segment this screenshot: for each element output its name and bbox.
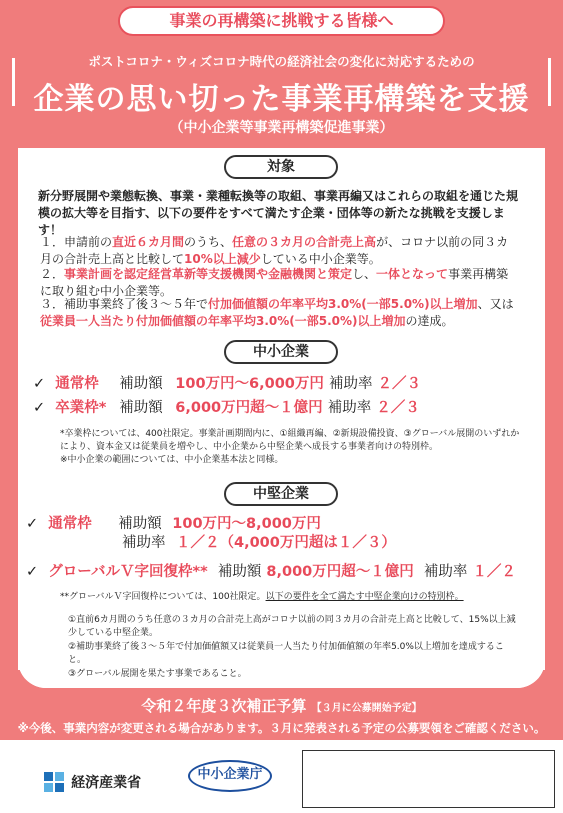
sme-row-graduation: ✓ 卒業枠* 補助額 6,000万円超～１億円 補助率 ２／３	[33, 400, 420, 416]
requirement-2: ２．事業計画を認定経営革新等支援機関や金融機関と策定し、一体となって事業再構築に取り組む中小企業等。	[40, 267, 509, 298]
midsize-row-regular-rate: 補助率 １／２（4,000万円超は１／３）	[122, 535, 396, 551]
meti-name: 経済産業省	[71, 775, 142, 791]
meti-emblem-icon	[42, 770, 66, 794]
left-border	[0, 148, 18, 738]
section-sme-label: 中小企業	[224, 340, 338, 364]
meti-logo	[42, 770, 141, 794]
midsize-condition-3: ③グローバル展開を果たす事業であること。	[68, 669, 247, 679]
section-midsize-label: 中堅企業	[224, 482, 338, 506]
budget-line: 令和２年度３次補正予算 【３月に公募開始予定】	[141, 697, 422, 715]
chusho-name: 中小企業庁	[197, 767, 263, 782]
audience-pill: 事業の再構築に挑戦する皆様へ	[118, 6, 445, 36]
section-target-label: 対象	[224, 155, 338, 179]
sme-row-regular: ✓ 通常枠 補助額 100万円～6,000万円 補助率 ２／３	[33, 376, 422, 392]
midsize-note-global: **グローバルＶ字回復枠については、100社限定。以下の要件を全て満たす中堅企業向けの特別枠。	[60, 592, 464, 602]
midsize-row-regular: ✓ 通常枠 補助額 100万円～8,000万円	[26, 516, 321, 532]
right-border	[545, 148, 563, 738]
requirement-1: １．申請前の直近６カ月間のうち、任意の３カ月の合計売上高が、コロナ以前の同３カ月の合計売上高と比較して10%以上減少している中小企業等。	[40, 235, 509, 266]
change-notice: ※今後、事業内容が変更される場合があります。３月に発表される予定の公募要領をご確認ください。	[17, 721, 546, 735]
subtitle: ポストコロナ・ウィズコロナ時代の経済社会の変化に対応するための	[88, 54, 475, 69]
right-accent-bar	[548, 58, 551, 106]
requirement-3: ３．補助事業終了後３～５年で付加価値額の年率平均3.0%(一部5.0%)以上増加、又は従業員一人当たり付加価値額の年率平均3.0%(一部5.0%)以上増加の達成。	[40, 297, 514, 328]
sme-note-graduation: *卒業枠については、400社限定。事業計画期間内に、①組織再編、②新規設備投資、③グローバル展開のいずれかにより、資本金又は従業員を増やし、中小企業から中堅企業へ成長する事業者向けの特別枠。	[60, 429, 520, 452]
midsize-row-global: ✓ グローバルＶ字回復枠** 補助額 8,000万円超～１億円 補助率 １／２	[26, 564, 516, 580]
page-title: 企業の思い切った事業再構築を支援	[33, 82, 530, 117]
program-name: （中小企業等事業再構築促進事業）	[169, 120, 394, 136]
midsize-condition-2: ②補助事業終了後３～５年で付加価値額又は従業員一人当たり付加価値額の年率5.0%以上増加を達成すること。	[68, 642, 504, 665]
midsize-condition-1: ①直前6カ月間のうち任意の３カ月の合計売上高がコロナ以前の同３カ月の合計売上高と比較して、15%以上減少している中堅企業。	[68, 615, 516, 638]
contact-box	[302, 750, 555, 808]
chusho-logo	[188, 760, 272, 792]
sme-note-scope: ※中小企業の範囲については、中小企業基本法と同様。	[60, 455, 284, 465]
target-intro: 新分野展開や業態転換、事業・業種転換等の取組、事業再編又はこれらの取組を通じた規模の拡大等を目指す、以下の要件をすべて満たす企業・団体等の新たな挑戦を支援します！	[38, 189, 519, 237]
